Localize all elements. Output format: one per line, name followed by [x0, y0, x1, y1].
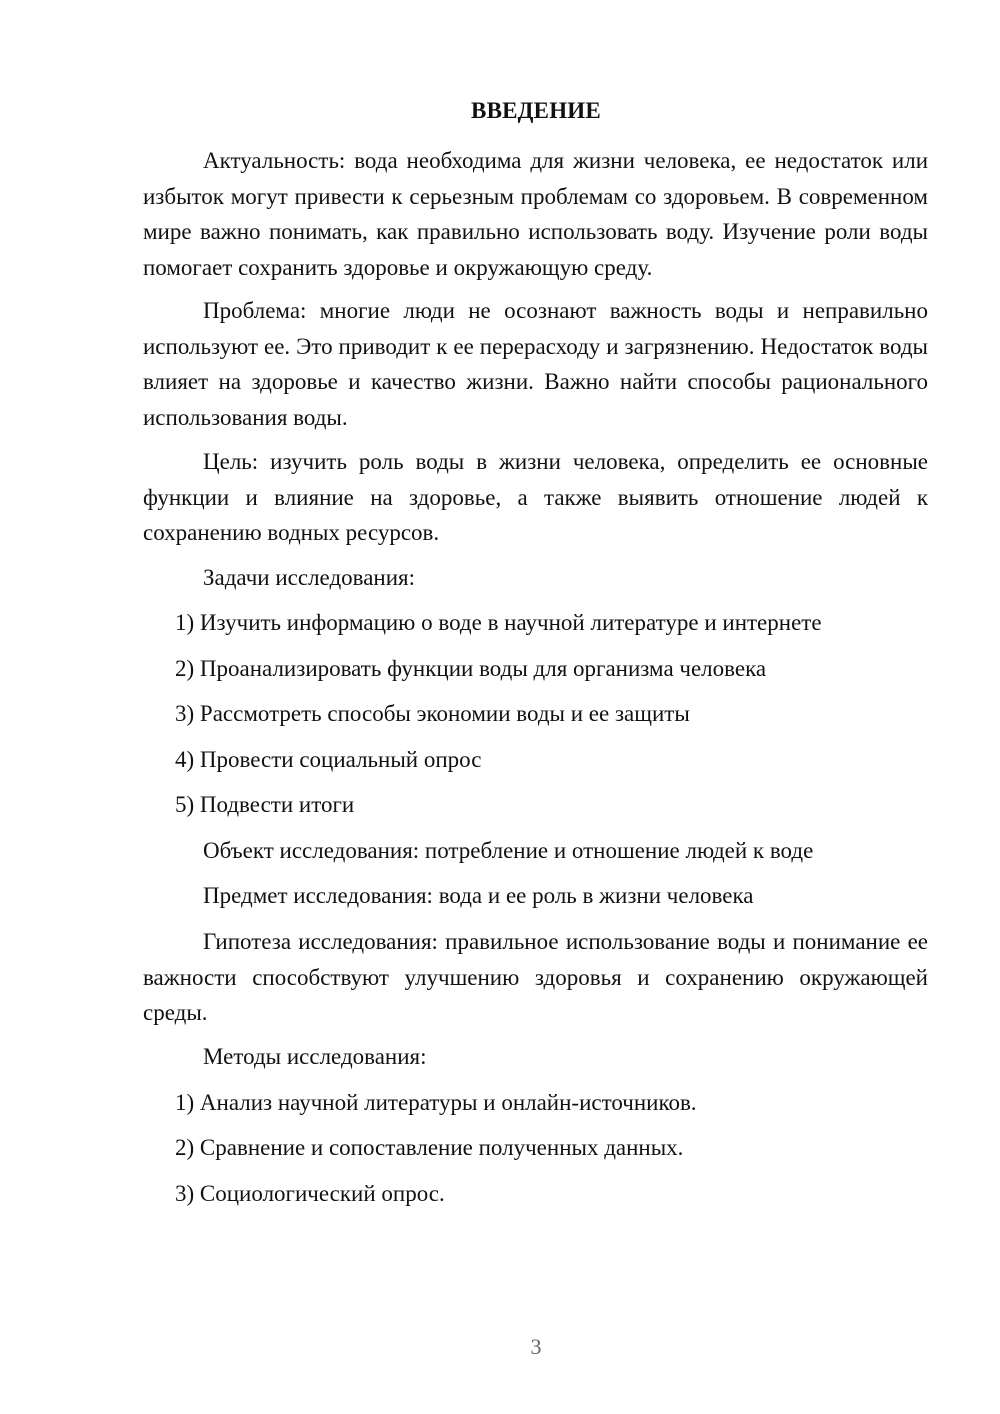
- task-item-3: 3) Рассмотреть способы экономии воды и ее защиты: [175, 701, 690, 726]
- research-object: Объект исследования: потребление и отношение людей к воде: [203, 838, 814, 863]
- problem-paragraph: Проблема: многие люди не осознают важность воды и неправильно используют ее. Это приводит к ее перерасходу и загрязнению. Недостаток воды влияет на здоровье и качество жизни. Важно найти способы рационального использования воды.: [143, 298, 928, 430]
- research-subject: Предмет исследования: вода и ее роль в жизни человека: [203, 883, 754, 908]
- task-item-2: 2) Проанализировать функции воды для организма человека: [175, 656, 767, 681]
- tasks-label: Задачи исследования:: [203, 565, 416, 590]
- method-item-3: 3) Социологический опрос.: [175, 1181, 445, 1206]
- task-item-1: 1) Изучить информацию о воде в научной литературе и интернете: [175, 610, 822, 635]
- method-item-2: 2) Сравнение и сопоставление полученных данных.: [175, 1135, 684, 1160]
- section-heading: ВВЕДЕНИЕ: [471, 98, 601, 123]
- page-number: 3: [530, 1334, 542, 1359]
- relevance-paragraph: Актуальность: вода необходима для жизни человека, ее недостаток или избыток могут привести к серьезным проблемам со здоровьем. В современном мире важно понимать, как правильно использовать воду. Изучение роли воды помогает сохранить здоровье и окружающую среду.: [143, 148, 928, 280]
- task-item-4: 4) Провести социальный опрос: [175, 747, 482, 772]
- task-item-5: 5) Подвести итоги: [175, 792, 355, 817]
- hypothesis-paragraph: Гипотеза исследования: правильное использование воды и понимание ее важности способствуют улучшению здоровья и сохранению окружающей среды.: [143, 929, 928, 1025]
- methods-label: Методы исследования:: [203, 1044, 427, 1069]
- method-item-1: 1) Анализ научной литературы и онлайн-источников.: [175, 1090, 697, 1115]
- goal-paragraph: Цель: изучить роль воды в жизни человека, определить ее основные функции и влияние на здоровье, а также выявить отношение людей к сохранению водных ресурсов.: [143, 449, 928, 545]
